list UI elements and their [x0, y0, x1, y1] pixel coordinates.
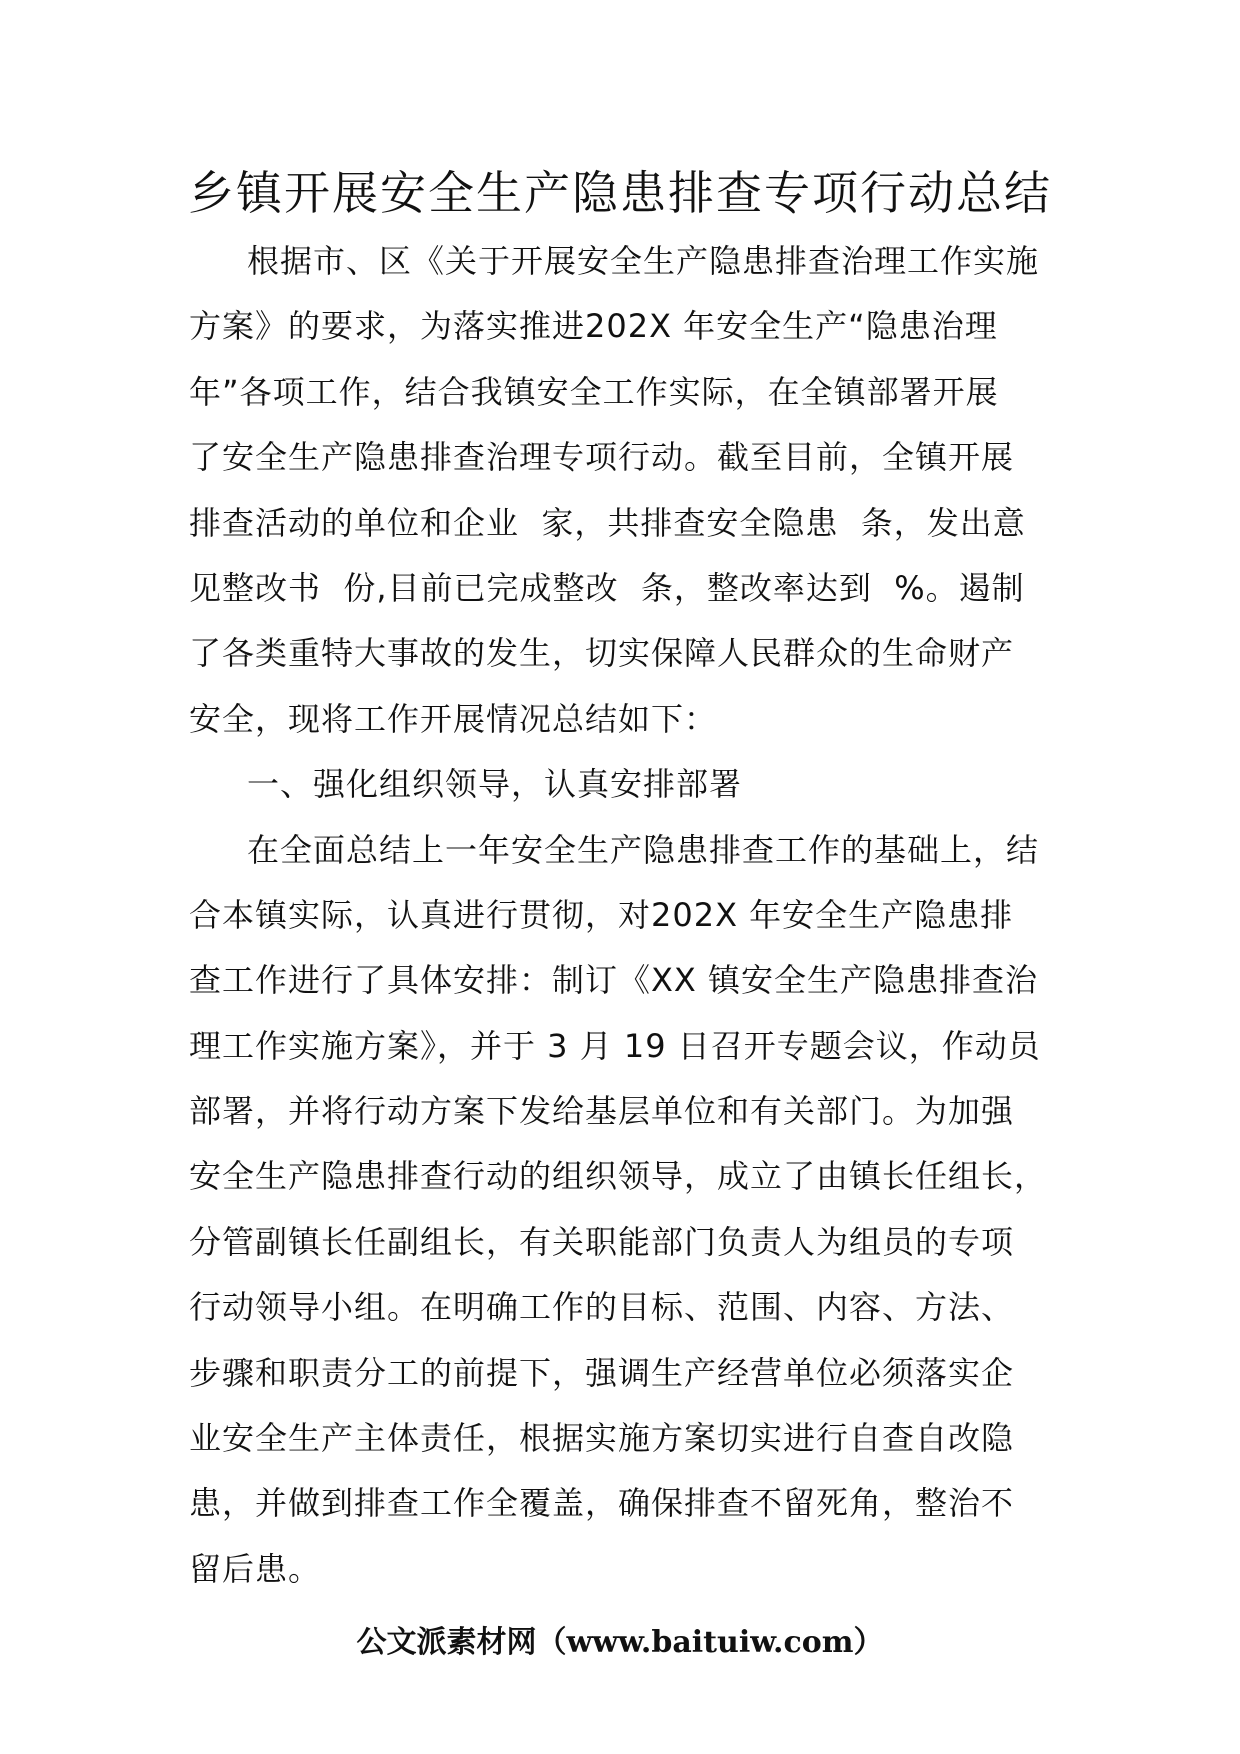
text-line: 安全，现将工作开展情况总结如下： [189, 699, 718, 738]
paragraph [189, 818, 1069, 1603]
text-line: 分管副镇长任副组长，有关职能部门负责人为组员的专项 [189, 1222, 1015, 1261]
text-line: 安全生产隐患排查行动的组织领导，成立了由镇长任组长， [189, 1157, 1048, 1196]
text-line: 部署，并将行动方案下发给基层单位和有关部门。为加强 [189, 1092, 1015, 1131]
text-line: 了各类重特大事故的发生，切实保障人民群众的生命财产 [189, 634, 1015, 673]
text-line: 步骤和职责分工的前提下，强调生产经营单位必须落实企 [189, 1353, 1015, 1392]
text-line: 在全面总结上一年安全生产隐患排查工作的基础上，结 [247, 830, 1040, 869]
text-line: 业安全生产主体责任，根据实施方案切实进行自查自改隐 [189, 1419, 1015, 1458]
text-line: 排查活动的单位和企业 家，共排查安全隐患 条，发出意 [189, 503, 1026, 542]
text-line: 根据市、区《关于开展安全生产隐患排查治理工作实施 [247, 242, 1040, 280]
section-heading [189, 752, 1069, 817]
text-line: 行动领导小组。在明确工作的目标、范围、内容、方法、 [189, 1288, 1015, 1327]
text-line: 了安全生产隐患排查治理专项行动。截至目前，全镇开展 [189, 438, 1015, 477]
footer-watermark: 公文派素材网（www.baituiw.com） [356, 1625, 884, 1660]
text-line: 方案》的要求，为落实推进202X 年安全生产“隐患治理 [189, 307, 998, 346]
document-body [189, 229, 1069, 1602]
text-line: 留后患。 [189, 1549, 322, 1588]
text-line: 合本镇实际，认真进行贯彻，对202X 年安全生产隐患排 [189, 895, 1014, 934]
text-line: 理工作实施方案》，并于 3 月 19 日召开专题会议，作动员 [189, 1026, 1041, 1065]
document-title: 乡镇开展安全生产隐患排查专项行动总结 [188, 166, 1052, 220]
paragraph [189, 229, 1069, 752]
text-line: 查工作进行了具体安排：制订《XX 镇安全生产隐患排查治 [189, 961, 1039, 1000]
text-line: 见整改书 份,目前已完成整改 条，整改率达到 %。遏制 [189, 568, 1025, 607]
text-line: 患，并做到排查工作全覆盖，确保排查不留死角，整治不 [189, 1484, 1015, 1523]
text-line: 年”各项工作，结合我镇安全工作实际，在全镇部署开展 [189, 372, 999, 411]
heading-text-line: 一、强化组织领导，认真安排部署 [247, 765, 743, 804]
